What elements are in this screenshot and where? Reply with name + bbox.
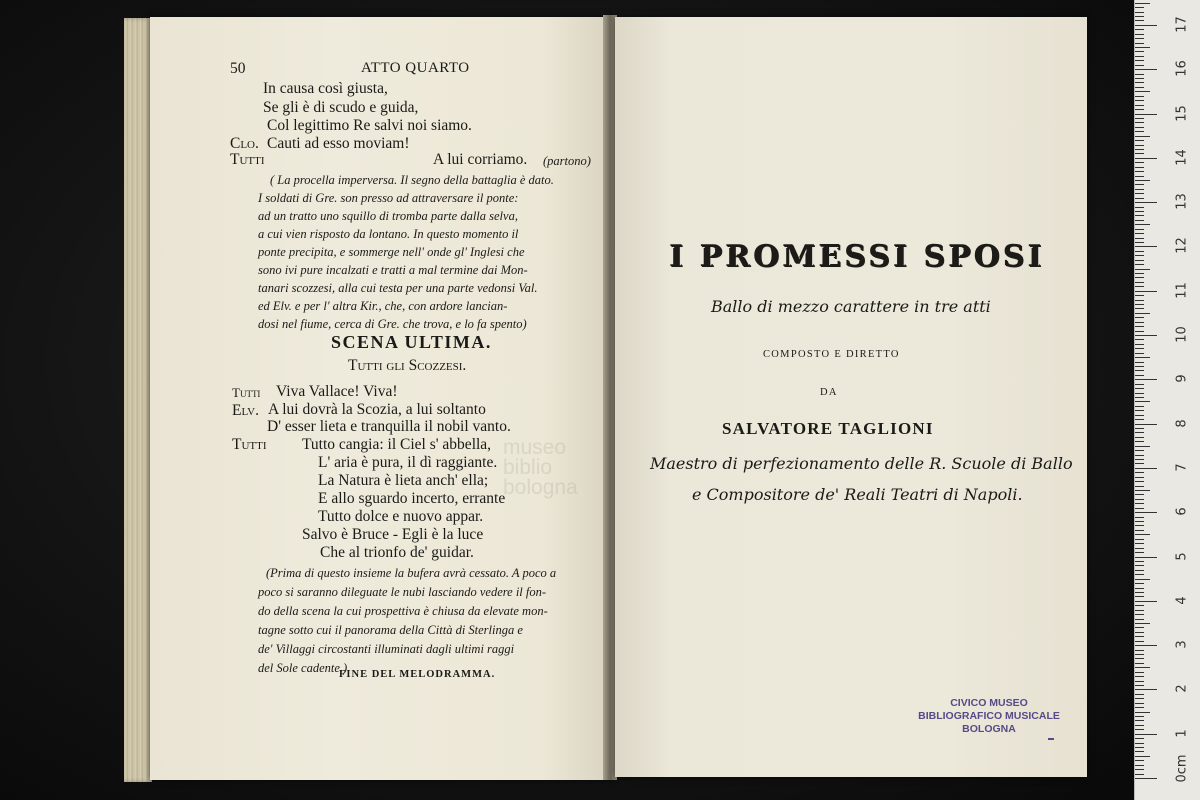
ruler-tick <box>1135 260 1144 261</box>
ruler-tick <box>1135 645 1157 646</box>
ruler-tick <box>1135 415 1144 416</box>
verse-line: Col legittimo Re salvi noi siamo. <box>267 117 472 134</box>
author-name: SALVATORE TAGLIONI <box>722 419 934 438</box>
stamp-mark <box>1048 738 1054 740</box>
ruler-tick <box>1135 486 1144 487</box>
ruler-tick <box>1135 627 1144 628</box>
ruler-tick <box>1135 242 1144 243</box>
ruler-tick <box>1135 158 1157 159</box>
verse-line: Se gli è di scudo e guida, <box>263 99 419 116</box>
ruler-tick <box>1135 313 1150 314</box>
ruler-tick <box>1135 136 1150 137</box>
ruler-tick <box>1135 667 1150 668</box>
speaker-label: Elv. <box>232 402 259 419</box>
stamp-line: BIBLIOGRAFICO MUSICALE <box>918 710 1060 722</box>
ruler-number: 3 <box>1174 640 1190 649</box>
ruler-number: 13 <box>1174 193 1190 210</box>
ruler-tick <box>1135 20 1144 21</box>
ruler-tick <box>1135 224 1150 225</box>
ruler-tick <box>1135 322 1144 323</box>
ruler-tick <box>1135 233 1144 234</box>
ruler-number: 9 <box>1174 374 1190 383</box>
ruler-number: 11 <box>1174 281 1190 299</box>
ruler-tick <box>1135 47 1150 48</box>
ruler-tick <box>1135 472 1144 473</box>
stage-direction-line: I soldati di Gre. son presso ad attraversare il ponte: <box>258 191 519 205</box>
ruler-tick <box>1135 127 1144 128</box>
ruler-tick <box>1135 384 1144 385</box>
dialogue-line: D' esser lieta e tranquilla il nobil vanto. <box>267 418 511 435</box>
ruler-tick <box>1135 769 1144 770</box>
ruler-tick <box>1135 25 1157 26</box>
chorus-line: La Natura è lieta anch' ella; <box>318 472 489 489</box>
ruler-tick <box>1135 238 1144 239</box>
ruler-tick <box>1135 592 1144 593</box>
ruler-tick <box>1135 658 1144 659</box>
ruler-number: 8 <box>1174 418 1190 428</box>
ruler-tick <box>1135 220 1144 221</box>
stage-direction-line: (Prima di questo insieme la bufera avrà cessato. A poco a <box>266 566 557 580</box>
ruler-tick <box>1135 463 1144 464</box>
ruler-tick <box>1135 521 1144 522</box>
ruler-tick <box>1135 251 1144 252</box>
author-role-1: Maestro di perfezionamento delle R. Scuole di Ballo <box>650 454 1073 473</box>
page-edges <box>124 18 152 782</box>
stage-direction-line: a cui vien risposto da lontano. In questo momento il <box>258 227 519 241</box>
ruler-tick <box>1135 16 1144 17</box>
stage-direction-line: ed Elv. e per l' altra Kir., che, con ardore lancian- <box>258 299 508 313</box>
ruler-tick <box>1135 202 1157 203</box>
stage-direction-line: ad un tratto uno squillo di tromba parte dalla selva, <box>258 209 518 223</box>
ruler-tick <box>1135 428 1144 429</box>
ruler-tick <box>1135 78 1144 79</box>
ruler-number: 5 <box>1174 551 1190 561</box>
dialogue-line: A lui dovrà la Scozia, a lui soltanto <box>268 401 486 418</box>
ruler-tick <box>1135 499 1144 500</box>
ruler-tick <box>1135 198 1144 199</box>
stage-direction-line: do della scena la cui prospettiva è chiusa da elevate mon- <box>258 604 548 618</box>
ruler-tick <box>1135 747 1144 748</box>
ruler-tick <box>1135 552 1144 553</box>
scene-title: SCENA ULTIMA. <box>331 332 492 352</box>
ruler-tick <box>1135 596 1144 597</box>
ruler-tick <box>1135 477 1144 478</box>
ruler-tick <box>1135 698 1144 699</box>
ruler-tick <box>1135 760 1144 761</box>
ruler-tick <box>1135 82 1144 83</box>
ruler-tick <box>1135 375 1144 376</box>
ruler-tick <box>1135 339 1144 340</box>
ruler-tick <box>1135 561 1144 562</box>
ruler-tick <box>1135 548 1144 549</box>
dialogue-line: Viva Vallace! Viva! <box>276 383 398 400</box>
by-line: DA <box>820 387 838 398</box>
ruler-tick <box>1135 131 1144 132</box>
ruler-tick <box>1135 65 1144 66</box>
ruler-tick <box>1135 29 1144 30</box>
ruler-tick <box>1135 689 1157 690</box>
ruler-number: 15 <box>1174 104 1190 122</box>
ruler-tick <box>1135 517 1144 518</box>
end-text: FINE DEL MELODRAMMA. <box>339 669 496 680</box>
ruler-tick <box>1135 441 1144 442</box>
ruler-tick <box>1135 508 1144 509</box>
ruler-tick <box>1135 87 1144 88</box>
ruler-tick <box>1135 56 1144 57</box>
ruler-tick <box>1135 331 1144 332</box>
ruler-tick <box>1135 153 1144 154</box>
ruler-tick <box>1135 379 1157 380</box>
ruler-tick <box>1135 468 1157 469</box>
ruler-tick <box>1135 419 1144 420</box>
stage-direction-line: tagne sotto cui il panorama della Città di Sterlinga e <box>258 623 523 637</box>
ruler-tick <box>1135 437 1144 438</box>
ruler-tick <box>1135 574 1144 575</box>
subtitle: Ballo di mezzo carattere in tre atti <box>711 297 991 316</box>
watermark-line: biblio <box>503 456 553 479</box>
ruler-tick <box>1135 149 1144 150</box>
ruler-tick <box>1135 641 1144 642</box>
composed-line: COMPOSTO E DIRETTO <box>763 349 900 360</box>
ruler-number: 7 <box>1174 463 1190 472</box>
ruler-tick <box>1135 393 1144 394</box>
ruler-tick <box>1135 273 1144 274</box>
ruler-tick <box>1135 282 1144 283</box>
ruler-tick <box>1135 543 1144 544</box>
ruler-tick <box>1135 308 1144 309</box>
stage-direction-line: poco si saranno dileguate le nubi lasciando vedere il fon- <box>258 585 547 599</box>
ruler-tick <box>1135 588 1144 589</box>
speaker-label: Tutti <box>232 436 267 453</box>
ruler-number: 4 <box>1174 596 1190 605</box>
speaker-label: Tutti <box>230 151 265 168</box>
ruler-tick <box>1135 663 1144 664</box>
ruler-tick <box>1135 189 1144 190</box>
dialogue-line: A lui corriamo. <box>433 151 528 168</box>
ruler-tick <box>1135 43 1144 44</box>
ruler-tick <box>1135 734 1157 735</box>
ruler-tick <box>1135 623 1150 624</box>
ruler-tick <box>1135 286 1144 287</box>
author-role-2: e Compositore de' Reali Teatri di Napoli. <box>692 485 1023 504</box>
ruler-tick <box>1135 605 1144 606</box>
ruler-tick <box>1135 654 1144 655</box>
ruler-tick <box>1135 694 1144 695</box>
scene-cast: Tutti gli Scozzesi. <box>348 357 467 374</box>
ruler-tick <box>1135 335 1157 336</box>
ruler-tick <box>1135 432 1144 433</box>
ruler-tick <box>1135 34 1144 35</box>
stamp-line: CIVICO MUSEO <box>950 697 1028 709</box>
ruler-tick <box>1135 446 1150 447</box>
ruler-tick <box>1135 619 1144 620</box>
ruler-tick <box>1135 357 1150 358</box>
ruler-tick <box>1135 610 1144 611</box>
ruler-tick <box>1135 122 1144 123</box>
ruler-tick <box>1135 140 1144 141</box>
ruler-tick <box>1135 672 1144 673</box>
chorus-line: Tutto dolce e nuovo appar. <box>318 508 484 525</box>
dialogue-line: Cauti ad esso moviam! <box>267 135 410 152</box>
ruler-tick <box>1135 632 1144 633</box>
ruler-tick <box>1135 681 1144 682</box>
ruler-tick <box>1135 716 1144 717</box>
ruler-tick <box>1135 557 1157 558</box>
ruler-tick <box>1135 91 1150 92</box>
chorus-line: L' aria è pura, il dì raggiante. <box>318 454 498 471</box>
ruler-number: 10 <box>1174 326 1190 343</box>
ruler-tick <box>1135 756 1150 757</box>
ruler-tick <box>1135 401 1150 402</box>
ruler-tick <box>1135 729 1144 730</box>
right-page <box>615 17 1087 777</box>
ruler-tick <box>1135 215 1144 216</box>
ruler-tick <box>1135 255 1144 256</box>
ruler-tick <box>1135 193 1144 194</box>
ruler-tick <box>1135 300 1144 301</box>
ruler-tick <box>1135 167 1144 168</box>
ruler-tick <box>1135 720 1144 721</box>
ruler-tick <box>1135 69 1157 70</box>
ruler-number: 2 <box>1174 684 1190 694</box>
stage-direction-line: ( La procella imperversa. Il segno della battaglia è dato. <box>270 173 554 187</box>
ruler-tick <box>1135 295 1144 296</box>
page-number: 50 <box>230 60 246 77</box>
ruler-tick <box>1135 503 1144 504</box>
ruler-tick <box>1135 751 1144 752</box>
ruler-tick <box>1135 229 1144 230</box>
ruler-tick <box>1135 12 1144 13</box>
ruler-tick <box>1135 171 1144 172</box>
chorus-line: Salvo è Bruce - Egli è la luce <box>302 526 484 543</box>
ruler-label: 0cm <box>1174 754 1190 783</box>
ruler-tick <box>1135 565 1144 566</box>
title: I PROMESSI SPOSI <box>670 240 1046 275</box>
ruler-tick <box>1135 100 1144 101</box>
ruler-tick <box>1135 725 1144 726</box>
ruler-tick <box>1135 3 1150 4</box>
ruler-tick <box>1135 778 1157 779</box>
speaker-label: Clo. <box>230 135 259 152</box>
verse-line: In causa così giusta, <box>263 80 388 97</box>
stage-direction-line: ponte precipita, e sommerge nell' onde gl' Inglesi che <box>258 245 525 259</box>
stage-cue: (partono) <box>543 154 591 168</box>
ruler-tick <box>1135 7 1144 8</box>
ruler-tick <box>1135 269 1150 270</box>
ruler-tick <box>1135 685 1144 686</box>
chorus-line: Che al trionfo de' guidar. <box>320 544 474 561</box>
ruler-tick <box>1135 512 1157 513</box>
ruler-number: 12 <box>1174 237 1190 255</box>
ruler-tick <box>1135 410 1144 411</box>
ruler-tick <box>1135 539 1144 540</box>
ruler-number: 6 <box>1174 507 1190 516</box>
watermark-line: museo <box>503 436 567 459</box>
ruler-tick <box>1135 145 1144 146</box>
ruler-tick <box>1135 348 1144 349</box>
ruler-tick <box>1135 397 1144 398</box>
ruler-number: 1 <box>1174 729 1190 738</box>
ruler-tick <box>1135 650 1144 651</box>
ruler-tick <box>1135 450 1144 451</box>
measuring-ruler <box>1134 0 1200 800</box>
ruler-tick <box>1135 180 1150 181</box>
ruler-tick <box>1135 246 1157 247</box>
chorus-line: E allo sguardo incerto, errante <box>318 490 506 507</box>
ruler-tick <box>1135 424 1157 425</box>
ruler-number: 14 <box>1174 149 1190 166</box>
ruler-tick <box>1135 388 1144 389</box>
ruler-tick <box>1135 291 1157 292</box>
ruler-tick <box>1135 304 1144 305</box>
speaker-label: Tutti <box>232 385 261 400</box>
ruler-tick <box>1135 494 1144 495</box>
ruler-tick <box>1135 455 1144 456</box>
ruler-tick <box>1135 207 1144 208</box>
ruler-number: 16 <box>1174 60 1190 77</box>
ruler-tick <box>1135 459 1144 460</box>
ruler-tick <box>1135 105 1144 106</box>
ruler-tick <box>1135 530 1144 531</box>
ruler-tick <box>1135 406 1144 407</box>
library-stamp <box>918 697 1060 736</box>
stage-direction-line: sono ivi pure incalzati e tratti a mal termine dai Mon- <box>258 263 528 277</box>
ruler-tick <box>1135 211 1144 212</box>
ruler-tick <box>1135 534 1150 535</box>
ruler-tick <box>1135 118 1144 119</box>
ruler-number: 17 <box>1174 16 1190 33</box>
ruler-tick <box>1135 96 1144 97</box>
ruler-tick <box>1135 570 1144 571</box>
ruler-tick <box>1135 114 1157 115</box>
ruler-tick <box>1135 765 1144 766</box>
ruler-tick <box>1135 583 1144 584</box>
ruler-tick <box>1135 743 1144 744</box>
ruler-tick <box>1135 162 1144 163</box>
watermark <box>503 438 578 498</box>
ruler-tick <box>1135 579 1150 580</box>
ruler-tick <box>1135 109 1144 110</box>
ruler-tick <box>1135 176 1144 177</box>
ruler-tick <box>1135 184 1144 185</box>
ruler-tick <box>1135 774 1144 775</box>
ruler-tick <box>1135 525 1144 526</box>
ruler-tick <box>1135 366 1144 367</box>
stage-direction-line: del Sole cadente.) <box>258 661 348 675</box>
ruler-tick <box>1135 264 1144 265</box>
ruler-tick <box>1135 277 1144 278</box>
ruler-tick <box>1135 712 1150 713</box>
running-head: ATTO QUARTO <box>361 60 470 76</box>
dialogue-line: Tutto cangia: il Ciel s' abbella, <box>302 436 492 453</box>
stamp-line: BOLOGNA <box>962 723 1016 735</box>
ruler-tick <box>1135 614 1144 615</box>
stage-direction-line: de' Villaggi circostanti illuminati dagli ultimi raggi <box>258 642 515 656</box>
ruler-tick <box>1135 490 1150 491</box>
stage-direction-line: dosi nel fiume, cerca di Gre. che trova, e lo fa spento) <box>258 317 527 331</box>
ruler-tick <box>1135 707 1144 708</box>
ruler-tick <box>1135 326 1144 327</box>
ruler-tick <box>1135 353 1144 354</box>
stage-direction-line: tanari scozzesi, alla cui testa per una parte vedonsi Val. <box>258 281 538 295</box>
ruler-tick <box>1135 51 1144 52</box>
ruler-tick <box>1135 481 1144 482</box>
ruler-tick <box>1135 344 1144 345</box>
ruler-tick <box>1135 676 1144 677</box>
ruler-tick <box>1135 370 1144 371</box>
ruler-tick <box>1135 738 1144 739</box>
ruler-tick <box>1135 74 1144 75</box>
ruler-tick <box>1135 636 1144 637</box>
ruler-tick <box>1135 703 1144 704</box>
watermark-line: bologna <box>503 476 578 499</box>
ruler-tick <box>1135 38 1144 39</box>
ruler-tick <box>1135 601 1157 602</box>
ruler-tick <box>1135 317 1144 318</box>
ruler-tick <box>1135 362 1144 363</box>
ruler-tick <box>1135 60 1144 61</box>
